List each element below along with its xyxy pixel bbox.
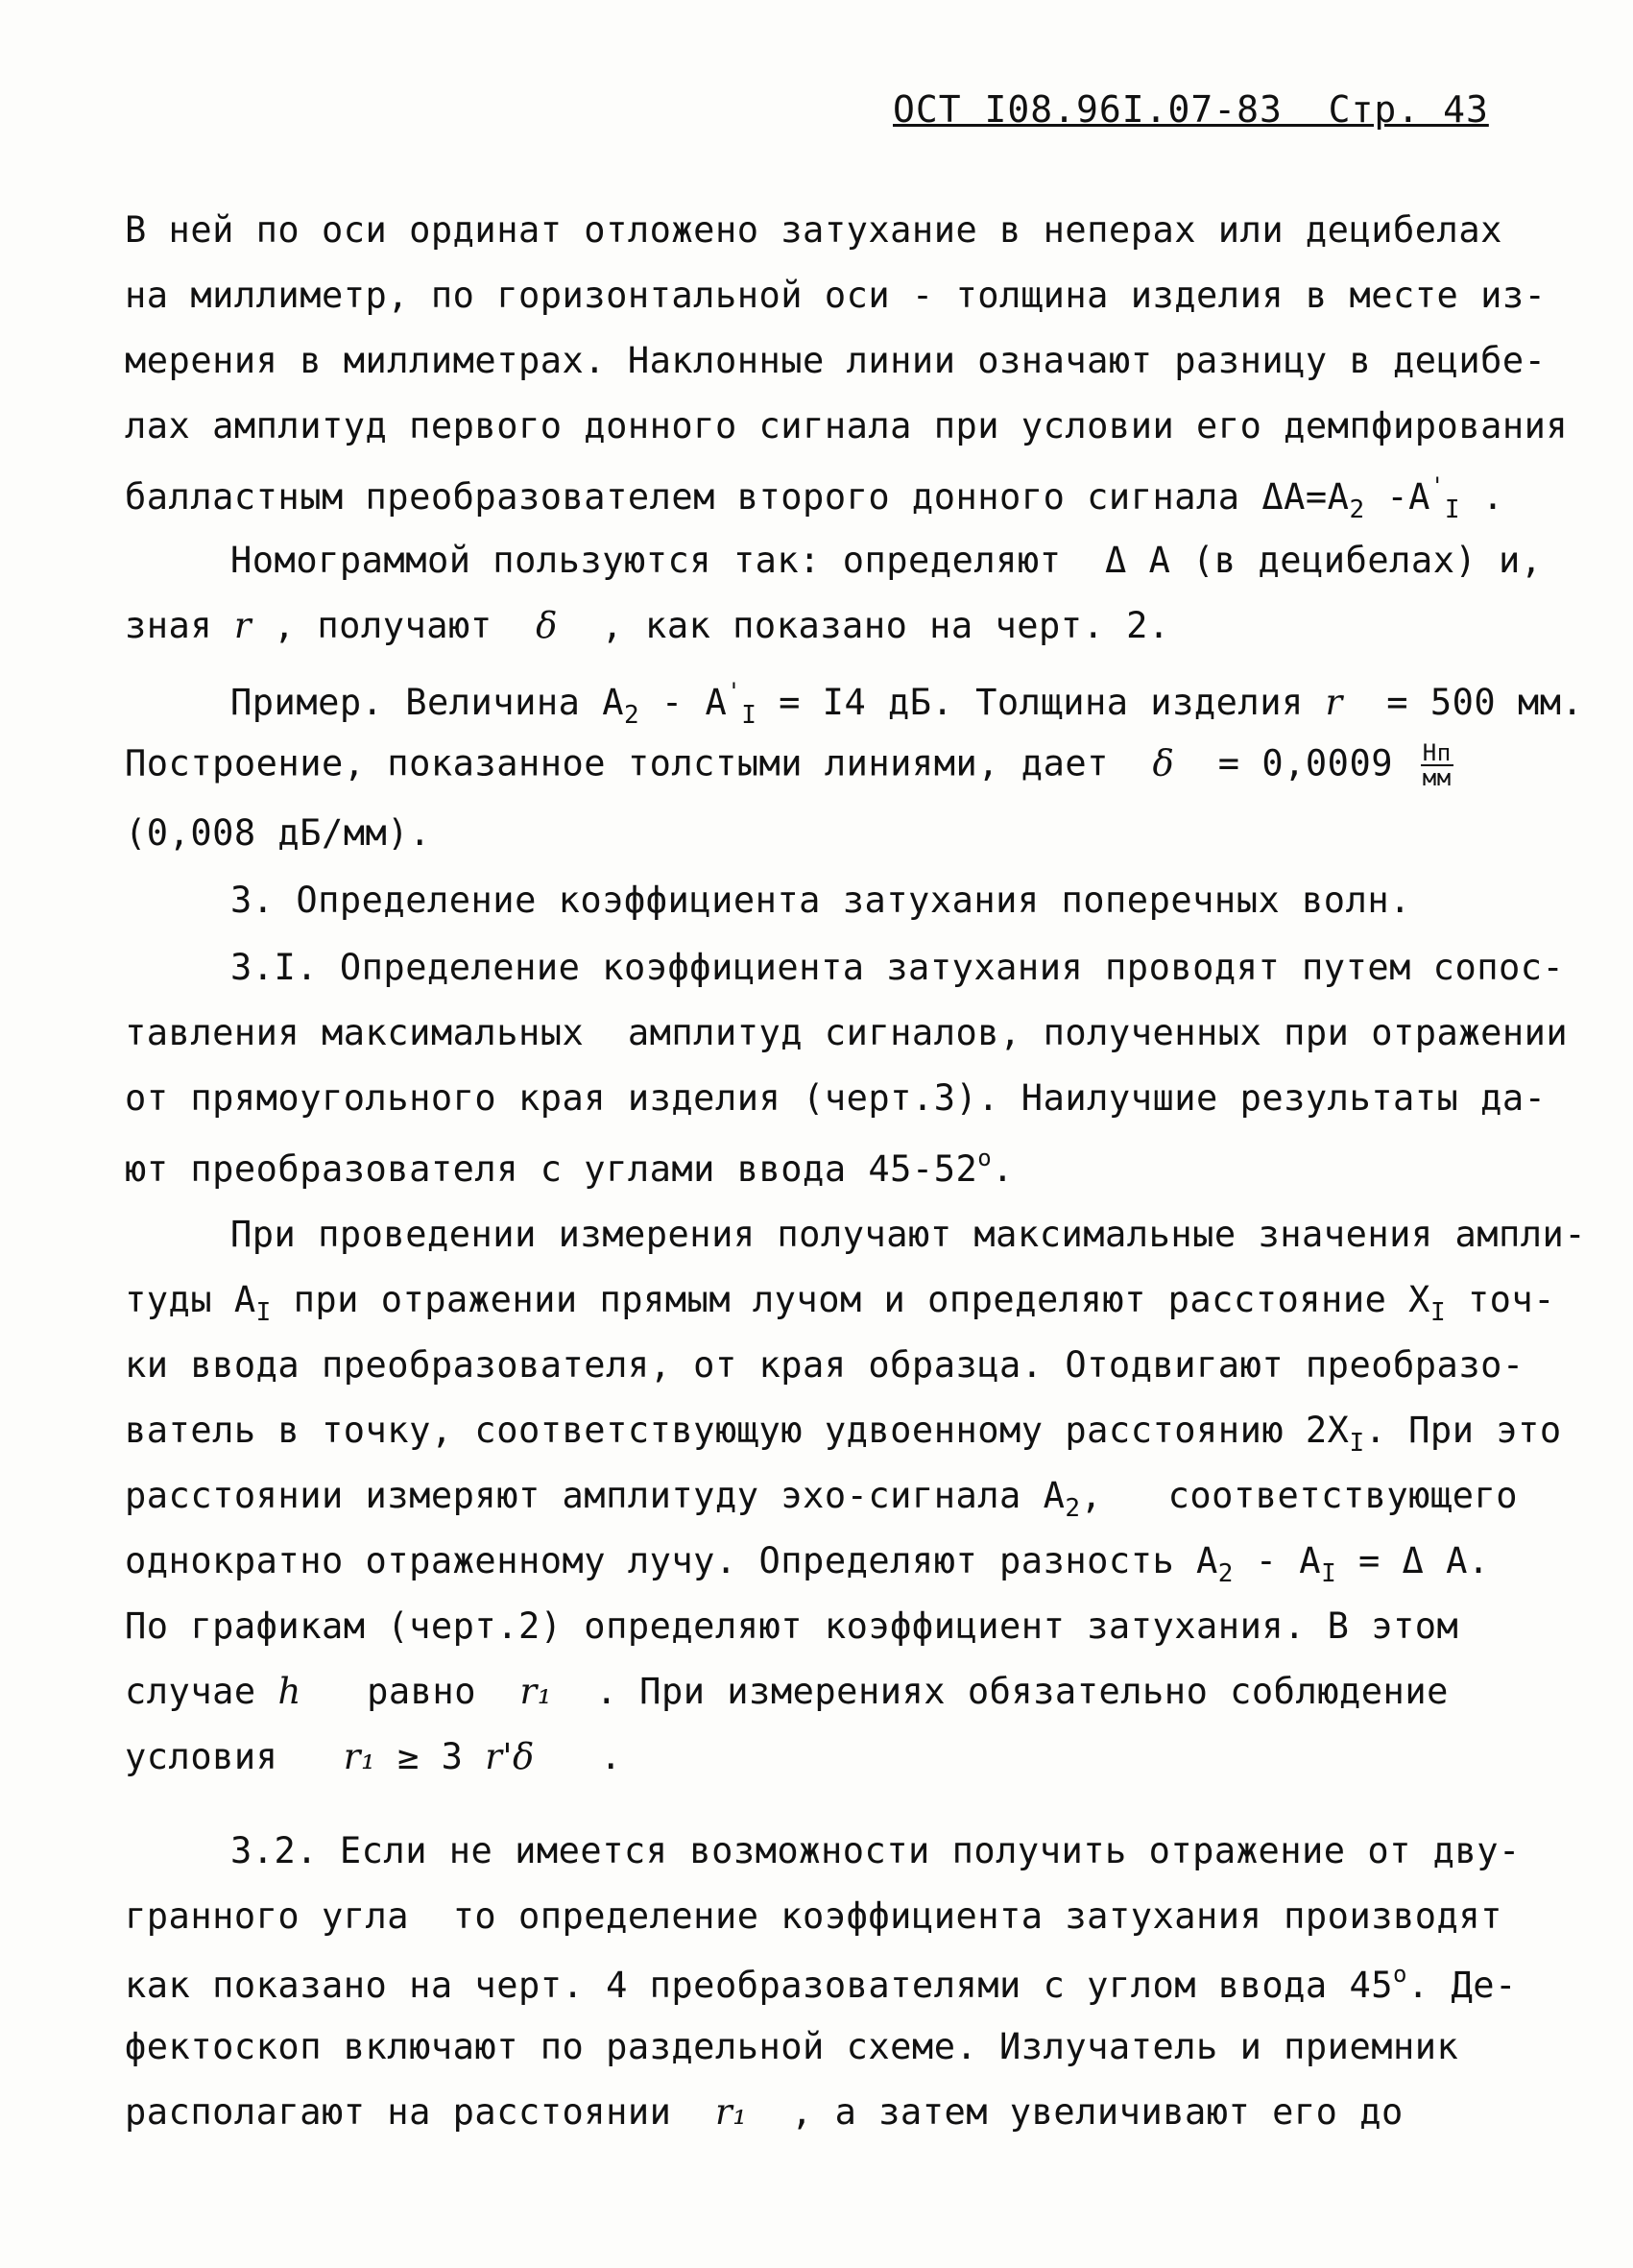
formula-delta-a: ΔA=A [1261,476,1350,518]
text-line: как показано на черт. 4 преобразователями с углом ввода $45^о$. Де- [125,1961,1517,2006]
delta-lower-symbol: δ [536,605,558,646]
text-line: расстоянии измеряют амплитуду эхо-сигнала $A_2$, соответствующего [125,1475,1519,1523]
text-line: тавления максимальных амплитуд сигналов, полученных при отражении [125,1012,1569,1053]
text-line: ватель в точку, соответствующую удвоенному расстоянию $2X_I$. При это [125,1410,1562,1458]
text-line: (0,008 дБ/мм). [125,812,431,854]
text-line: располагают на расстоянии r₁ , а затем увеличивают его до [125,2091,1404,2133]
text-line: случае h равно r₁ . При измерениях обязательно соблюдение [125,1671,1449,1712]
text-line: ки ввода преобразователя, от края образца. Отодвигают преобразо- [125,1344,1525,1386]
text-line: Пример. Величина $A_2 - A'_I = I4$ дБ. Толщина изделия r = 500 мм. [230,678,1584,730]
text-line: фектоскоп включают по раздельной схеме. Излучатель и приемник [125,2026,1459,2067]
text-line: однократно отраженному лучу. Определяют разность $A_2 - A_I = \Delta$ A. [125,1540,1490,1588]
gamma-symbol: r₁ [519,1671,553,1712]
text-line: ют преобразователя с углами ввода $45-52^о$. [125,1145,1014,1190]
text-line: В ней по оси ординат отложено затухание в неперах или децибелах [125,209,1502,251]
text-line: При проведении измерения получают максимальные значения ампли- [230,1214,1587,1255]
text-line: лах амплитуд первого донного сигнала при условии его демпфирования [125,405,1569,446]
delta-lower-symbol: δ [1152,742,1175,784]
gamma-symbol: r₁ [343,1736,376,1777]
text-line: 3.2. Если не имеется возможности получить отражение от дву- [230,1830,1521,1871]
text-line: По графикам (черт.2) определяют коэффициент затухания. В этом [125,1605,1459,1647]
h-symbol: h [277,1671,301,1712]
gamma-symbol: r₁ [714,2091,748,2133]
gamma-symbol: r [233,605,252,646]
text-line: зная r , получают δ , как показано на черт. 2. [125,605,1170,646]
text-line: условия r₁ ≥ 3 r'δ . [125,1736,622,1777]
section-title: 3. Определение коэффициента затухания поперечных волн. [230,880,1411,921]
text-line: мерения в миллиметрах. Наклонные линии означают разницу в децибе- [125,340,1547,381]
text-line: Номограммой пользуются так: определяют Δ A (в децибелах) и, [230,540,1543,581]
gamma-symbol: r'δ [485,1736,535,1777]
gamma-symbol: r [1325,682,1343,723]
page-header: ОСТ I08.96I.07-83 Стр. 43 [893,88,1489,131]
delta-symbol: Δ [1105,540,1127,581]
text-line: 3.I. Определение коэффициента затухания проводят путем сопос- [230,947,1565,988]
text-line: Построение, показанное толстыми линиями, дает δ = 0,0009 $\frac{Нп}{мм}$ [125,739,1452,791]
text-line: туды $A_I$ при отражении прямым лучом и определяют расстояние $X_I$ точ- [125,1279,1555,1327]
text-line: от прямоугольного края изделия (черт.3). Наилучшие результаты да- [125,1077,1547,1119]
text-line: на миллиметр, по горизонтальной оси - толщина изделия в месте из- [125,275,1547,316]
text-line: балластным преобразователем второго донного сигнала $\Delta A=A_2$ $-A'_I$ . [125,472,1504,524]
text-line: гранного угла то определение коэффициента затухания производят [125,1895,1502,1937]
unit-fraction: $\frac{Нп}{мм}$ [1422,739,1452,791]
